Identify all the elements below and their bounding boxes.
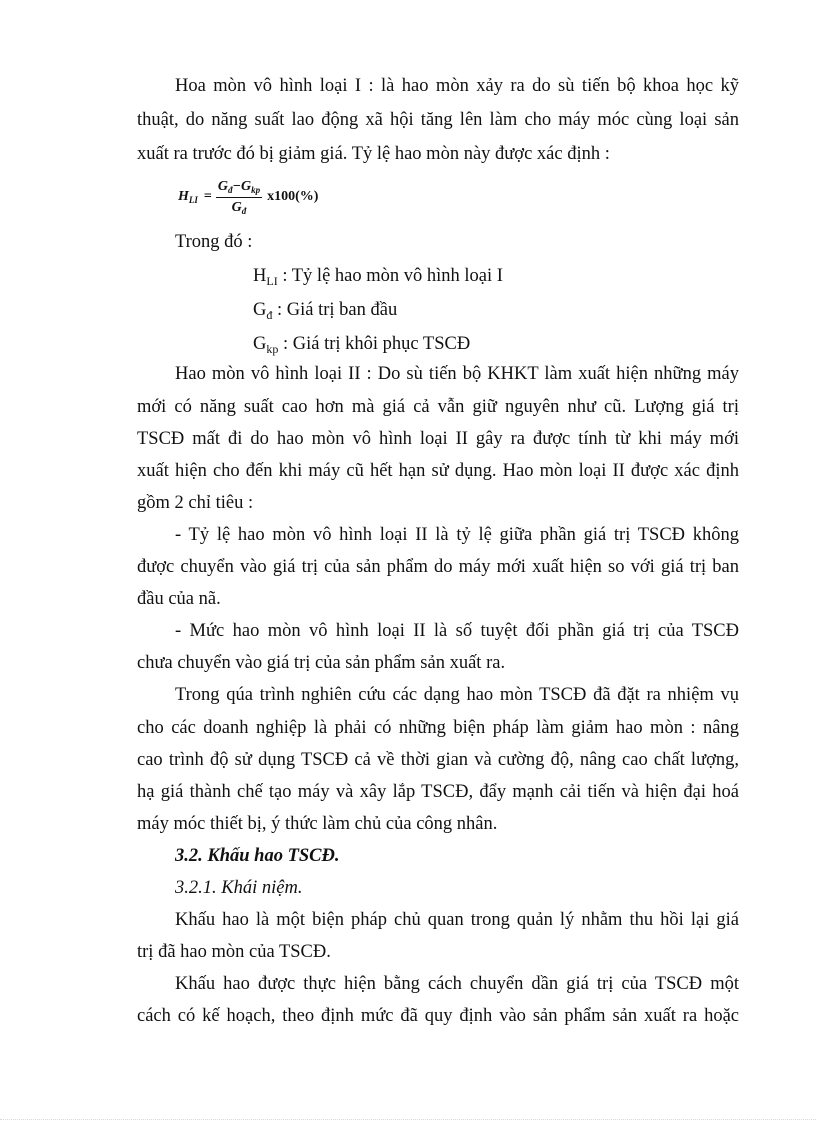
paragraph-line: Khấu hao là một biện pháp chủ quan trong quản lý nhằm thu hồi lại giá (175, 910, 739, 930)
formula-numerator: $G_đ-G_{kp}$ (216, 179, 262, 198)
paragraph-line: gồm 2 chỉ tiêu : (137, 493, 254, 513)
depreciation-formula (178, 175, 318, 219)
definition-item: $G_{kp}$ : Giá trị khôi phục TSCĐ (253, 334, 471, 356)
paragraph-line: xuất hiện cho đến khi máy cũ hết hạn sử dụng. Hao mòn loại II được xác định (137, 461, 739, 481)
bullet-line: - Tỷ lệ hao mòn vô hình loại II là tỷ lệ giữa phần giá trị TSCĐ không (175, 525, 739, 545)
bullet-line: đầu của nã. (137, 589, 221, 609)
section-heading: 3.2. Khấu hao TSCĐ. (175, 846, 340, 866)
paragraph-line: cao trình độ sử dụng TSCĐ cả về thời gian và cường độ, nâng cao chất lượng, (137, 750, 739, 770)
paragraph-line: cách có kế hoạch, theo định mức đã quy định vào sản phẩm sản xuất ra hoặc (137, 1006, 739, 1026)
formula-multiplier: x100(%) (267, 189, 319, 204)
subsection-heading: 3.2.1. Khái niệm. (175, 878, 303, 898)
formula-lhs: $H_{LI}$ (178, 189, 198, 205)
page-bottom-rule (0, 1119, 816, 1120)
bullet-line: - Mức hao mòn vô hình loại II là số tuyệt đối phần giá trị của TSCĐ (175, 621, 739, 641)
paragraph-line: TSCĐ mất đi do hao mòn vô hình loại II gây ra được tính từ khi máy mới (137, 429, 739, 449)
formula-equals: = (203, 189, 212, 204)
paragraph-line: xuất ra trước đó bị giảm giá. Tỷ lệ hao mòn này được xác định : (137, 144, 610, 164)
bullet-line: chưa chuyển vào giá trị của sản phẩm sản xuất ra. (137, 653, 506, 673)
formula-denominator: $G_đ$ (231, 199, 247, 216)
paragraph-line: trị đã hao mòn của TSCĐ. (137, 942, 331, 962)
paragraph-line: Hao mòn vô hình loại II : Do sù tiến bộ KHKT làm xuất hiện những máy (175, 364, 739, 384)
paragraph-line: mới có năng suất cao hơn mà giá cả vẫn giữ nguyên như cũ. Lượng giá trị (137, 397, 739, 417)
bullet-line: được chuyển vào giá trị của sản phẩm do máy mới xuất hiện so với giá trị ban (137, 557, 739, 577)
paragraph-line: cho các doanh nghiệp là phải có những biện pháp làm giảm hao mòn : nâng (137, 718, 739, 738)
formula-fraction (216, 179, 262, 216)
paragraph-line: Trong qúa trình nghiên cứu các dạng hao mòn TSCĐ đã đặt ra nhiệm vụ (175, 685, 739, 705)
where-label: Trong đó : (175, 232, 253, 252)
paragraph-line: Khấu hao được thực hiện bằng cách chuyển dần giá trị của TSCĐ một (175, 974, 739, 994)
paragraph-line: máy móc thiết bị, ý thức làm chủ của công nhân. (137, 814, 498, 834)
definition-item: $H_{LI}$ : Tỷ lệ hao mòn vô hình loại I (253, 266, 503, 288)
paragraph-line: Hoa mòn vô hình loại I : là hao mòn xảy ra do sù tiến bộ khoa học kỹ (175, 76, 739, 96)
paragraph-line: hạ giá thành chế tạo máy và xây lắp TSCĐ, đẩy mạnh cải tiến và hiện đại hoá (137, 782, 739, 802)
definition-item: $G_đ$ : Giá trị ban đầu (253, 300, 398, 322)
paragraph-line: thuật, do năng suất lao động xã hội tăng lên làm cho máy móc cùng loại sản (137, 110, 739, 130)
